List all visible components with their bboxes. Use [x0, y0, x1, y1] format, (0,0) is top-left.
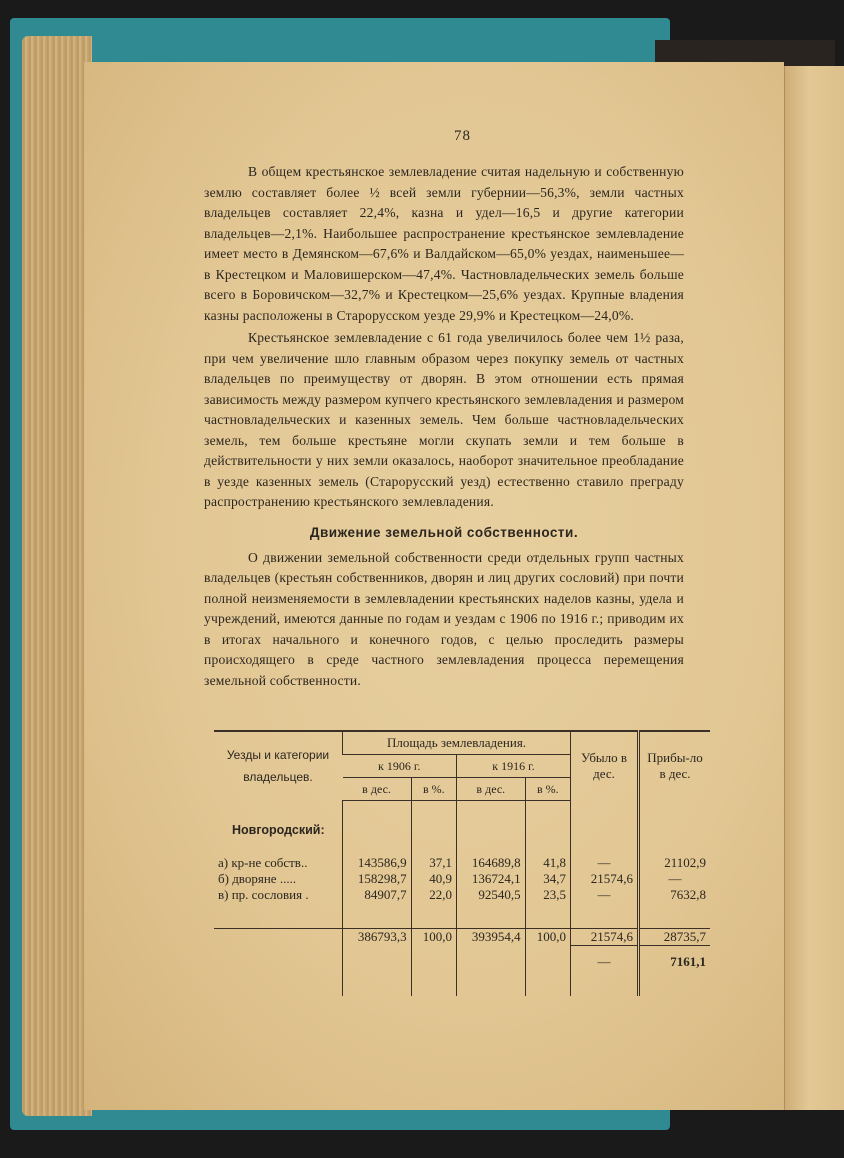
header-year-1906: к 1906 г.	[343, 755, 457, 778]
facing-page-edge	[784, 66, 844, 1110]
row-category: в) пр. сословия .	[218, 886, 309, 902]
total-area-1906: 386793,3	[343, 929, 412, 946]
cell-gained: —	[639, 871, 711, 887]
cell-pct-1916: 23,5	[525, 887, 570, 903]
table-row	[214, 887, 710, 903]
table-row	[214, 855, 710, 871]
paragraph-2: Крестьянское землевладение с 61 года увеличилось более чем 1½ раза, при чем увеличение шло главным образом через покупку земель от частных владельцев по преимуществу от дворян. В этом отношении есть прямая зависимость между размером купчего крестьянского землевладения и размером частновладельческих и казенных земель. Чем больше частновладельческих земель, тем больше крестьяне могли скупать земли и тем больше в действительности у них земли оказалось, наоборот значительное преобладание в уезде казенных земель (Старорусский уезд) естественно ставило преграду распространению крестьянского землевладения.	[204, 330, 684, 509]
cell-pct-1916: 41,8	[525, 855, 570, 871]
header-gained: Прибы-ло в дес.	[639, 731, 711, 801]
header-pct-1906: в %.	[411, 778, 456, 801]
body-text	[204, 162, 684, 691]
header-area: Площадь землевладения.	[343, 731, 571, 755]
total-pct-1906: 100,0	[411, 929, 456, 946]
net-gained: 7161,1	[639, 946, 711, 978]
cell-area-1916: 164689,8	[457, 855, 526, 871]
net-row	[214, 946, 710, 978]
net-lost: —	[571, 946, 639, 978]
row-category: б) дворяне .....	[218, 870, 297, 886]
cell-pct-1906: 22,0	[411, 887, 456, 903]
paragraph-3: О движении земельной собственности среди отдельных групп частных владельцев (крестьян собственников, дворян и лиц других сословий) при почти полной неизменяемости в землевладении крестьянских наделов казны, удела и учреждений, имеются данные по годам и уездам с 1906 по 1916 г.; приводим их в итогах начального и конечного годов, с целью проследить размеры происходящего в среде частного землевладения процесса перемещения земельной собственности.	[204, 549, 684, 688]
header-lost: Убыло в дес.	[571, 731, 639, 801]
total-gained: 28735,7	[639, 929, 711, 946]
cell-lost: —	[571, 887, 639, 903]
land-ownership-table	[214, 730, 710, 996]
cell-gained: 7632,8	[639, 887, 711, 903]
cell-pct-1906: 40,9	[411, 871, 456, 887]
header-pct-1916: в %.	[525, 778, 570, 801]
cell-area-1906: 158298,7	[343, 871, 412, 887]
cell-lost: 21574,6	[571, 871, 639, 887]
cell-gained: 21102,9	[639, 855, 711, 871]
total-lost: 21574,6	[571, 929, 639, 946]
header-des-1916: в дес.	[457, 778, 526, 801]
cell-area-1906: 84907,7	[343, 887, 412, 903]
paragraph-1: В общем крестьянское землевладение считая надельную и собственную землю составляет более ½ всей земли губернии—56,3%, земли частных владельцев составляет 22,4%, казна и удел—16,5 и другие категории владельцев—2,1%. Наибольшее распространение крестьянское землевладение имеет место в Демянском—67,6% и Валдайском—65,0% уездах, наименьшее—в Крестецком и Маловишерском—47,4%. Частновладельческих земель больше всего в Боровичском—32,7% и Крестецком—25,6% уездах. Крупные владения казны расположены в Старорусском уезде 29,9% и Крестецком—24,0%.	[204, 164, 684, 323]
row-category: а) кр-не собств..	[218, 854, 308, 870]
cell-area-1906: 143586,9	[343, 855, 412, 871]
cell-pct-1906: 37,1	[411, 855, 456, 871]
cell-pct-1916: 34,7	[525, 871, 570, 887]
header-category: Уезды и категории владельцев.	[214, 731, 343, 801]
total-area-1916: 393954,4	[457, 929, 526, 946]
cell-area-1916: 92540,5	[457, 887, 526, 903]
cell-lost: —	[571, 855, 639, 871]
total-pct-1916: 100,0	[525, 929, 570, 946]
totals-row	[214, 929, 710, 946]
book-page	[84, 62, 784, 1110]
cell-area-1916: 136724,1	[457, 871, 526, 887]
page-edges	[22, 36, 92, 1116]
page-number: 78	[454, 128, 471, 144]
region-name: Новгородский:	[232, 822, 325, 837]
header-year-1916: к 1916 г.	[457, 755, 571, 778]
section-title: Движение земельной собственности.	[309, 524, 579, 540]
header-des-1906: в дес.	[343, 778, 412, 801]
table-row	[214, 871, 710, 887]
